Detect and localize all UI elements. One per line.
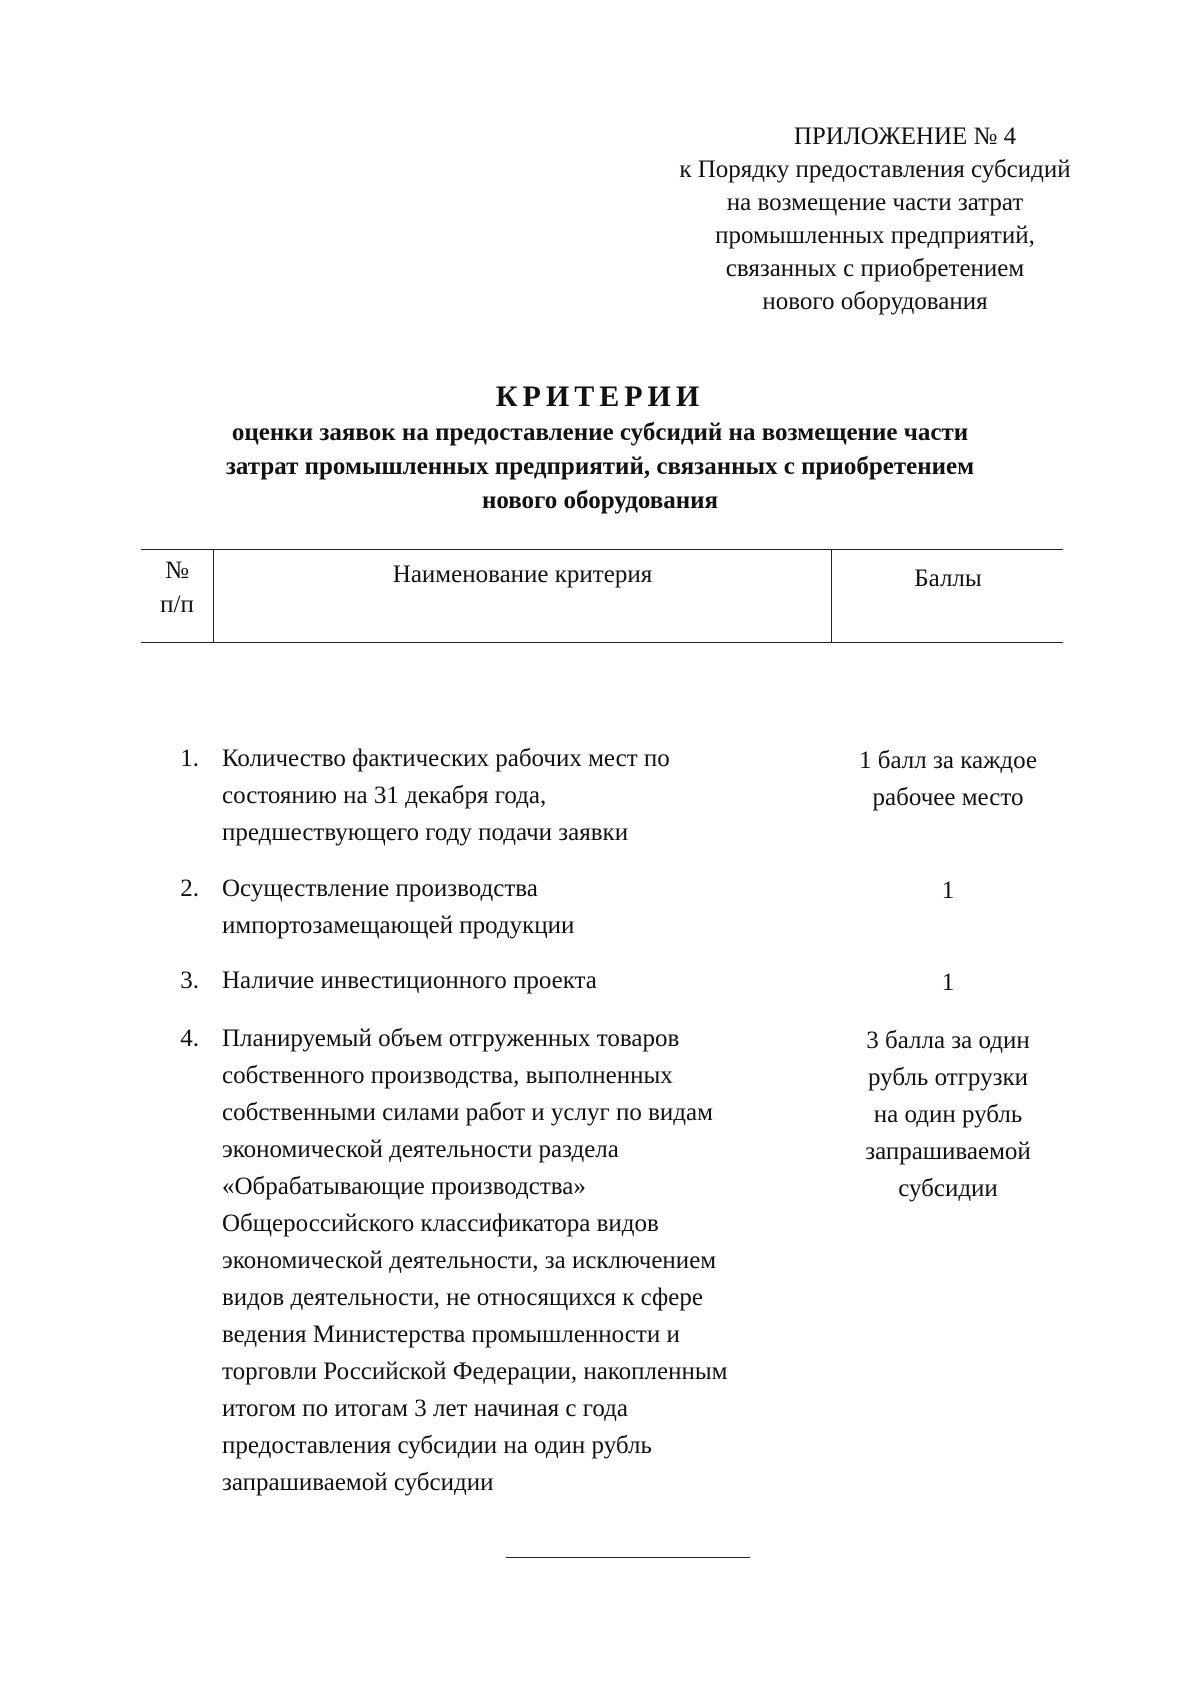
closing-rule (506, 1557, 750, 1558)
appendix-line: на возмещение части затрат (726, 189, 1024, 216)
title-subline: оценки заявок на предоставление субсидий на возмещение части (231, 419, 969, 446)
header-points: Баллы (914, 565, 982, 592)
row-criterion: Осуществление производства импортозамещающей продукции (222, 875, 575, 939)
row-criterion: Наличие инвестиционного проекта (222, 967, 597, 994)
row-points: 1 (941, 877, 955, 904)
row-number: 3. (180, 967, 199, 994)
document-title (140, 378, 1060, 518)
row-criterion: Количество фактических рабочих мест по состоянию на 31 декабря года, предшествующего году подачи заявки (222, 745, 670, 846)
header-number: № п/п (141, 550, 214, 642)
row-number: 2. (180, 875, 199, 902)
title-subline: затрат промышленных предприятий, связанных с приобретением (225, 453, 975, 480)
row-number: 4. (180, 1025, 199, 1052)
row-points: 1 балл за каждое рабочее место (859, 747, 1037, 811)
appendix-line: к Порядку предоставления субсидий (679, 156, 1071, 183)
row-points: 1 (941, 969, 955, 996)
appendix-line: связанных с приобретением (725, 255, 1025, 282)
row-number: 1. (180, 745, 199, 772)
appendix-line: промышленных предприятий, (715, 222, 1035, 249)
row-points: 3 балла за один рубль отгрузки на один рубль запрашиваемой субсидии (865, 1027, 1031, 1202)
appendix-line: нового оборудования (762, 288, 988, 315)
appendix-number: ПРИЛОЖЕНИЕ № 4 (793, 123, 1017, 150)
criteria-table (141, 549, 1063, 1496)
appendix-heading (640, 120, 1110, 318)
header-name: Наименование критерия (214, 550, 832, 642)
title-subline: нового оборудования (481, 487, 719, 514)
row-criterion: Планируемый объем отгруженных товаров собственного производства, выполненных собственными силами работ и услуг по видам экономической деятельности раздела «Обрабатывающие производства» Общероссийского классификатора видов экономической деятельности, за исключением видов деятельности, не относящихся к сфере ведения Министерства промышленности и торговли Российской Федерации, накопленным итогом по итогам 3 лет начиная с года предоставления субсидии на один рубль запрашиваемой субсидии (222, 1025, 728, 1496)
title-main: КРИТЕРИИ (495, 380, 705, 413)
table-header (141, 549, 1063, 643)
